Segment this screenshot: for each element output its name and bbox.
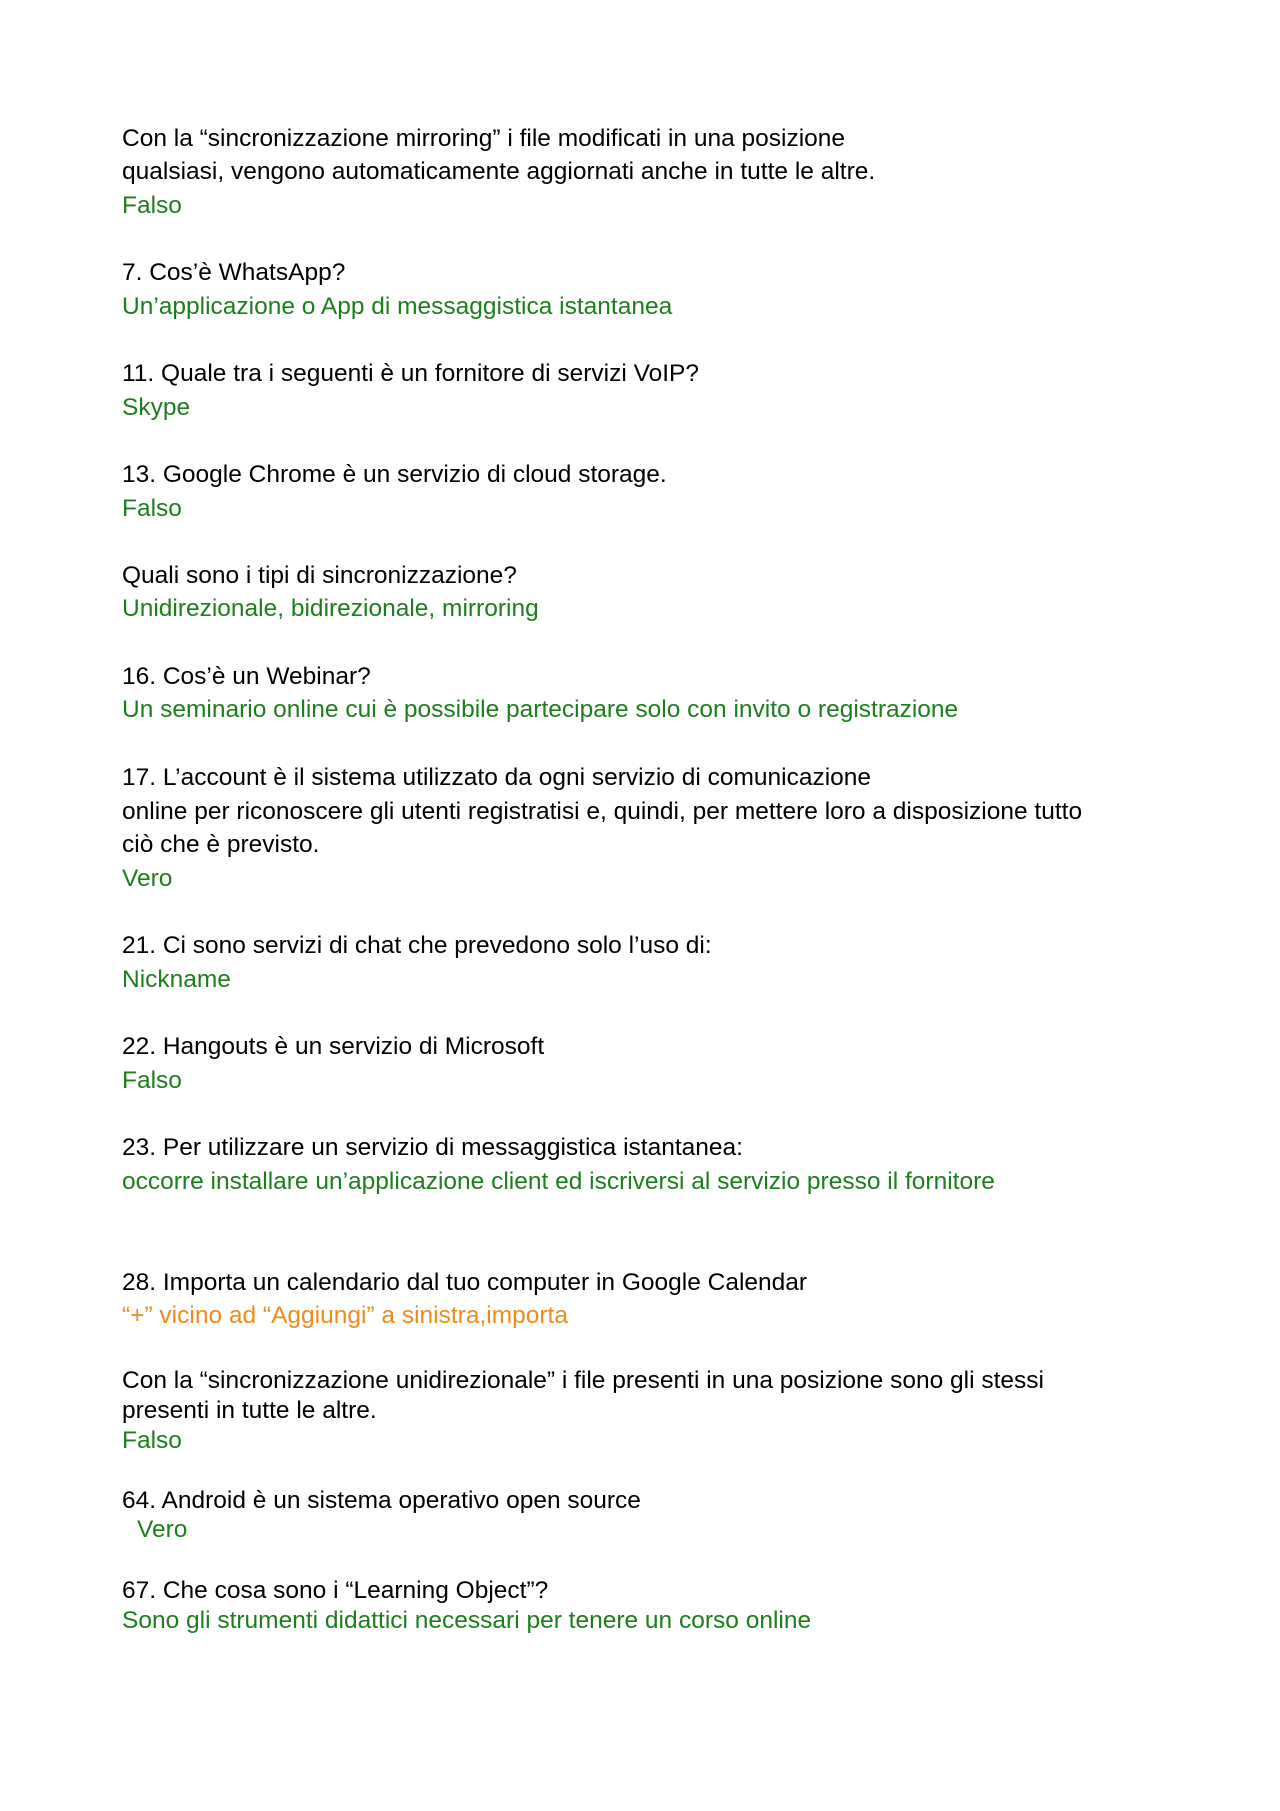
question-text: 28. Importa un calendario dal tuo computer in Google Calendar <box>122 1269 808 1296</box>
answer-text: Vero <box>137 1516 188 1543</box>
answer-text: Falso <box>122 1067 182 1094</box>
question-text: 23. Per utilizzare un servizio di messaggistica istantanea: <box>122 1134 743 1161</box>
answer-text: Falso <box>122 495 182 522</box>
question-text: 64. Android è un sistema operativo open source <box>122 1487 641 1514</box>
answer-text: Sono gli strumenti didattici necessari per tenere un corso online <box>122 1607 812 1634</box>
question-text: presenti in tutte le altre. <box>122 1397 377 1424</box>
answer-text: “+” vicino ad “Aggiungi” a sinistra,importa <box>122 1302 568 1329</box>
question-text: 17. L’account è il sistema utilizzato da ogni servizio di comunicazione <box>122 764 872 791</box>
answer-text: Falso <box>122 1427 182 1454</box>
question-text: ciò che è previsto. <box>122 831 320 858</box>
question-text: qualsiasi, vengono automaticamente aggiornati anche in tutte le altre. <box>122 158 876 185</box>
answer-text: occorre installare un’applicazione client ed iscriversi al servizio presso il fornitore <box>122 1168 995 1195</box>
question-text: 11. Quale tra i seguenti è un fornitore di servizi VoIP? <box>122 360 699 387</box>
question-text: 7. Cos’è WhatsApp? <box>122 259 346 286</box>
question-text: Con la “sincronizzazione mirroring” i file modificati in una posizione <box>122 125 846 152</box>
question-text: Quali sono i tipi di sincronizzazione? <box>122 562 517 589</box>
document-page <box>122 0 1172 1811</box>
question-text: online per riconoscere gli utenti registratisi e, quindi, per mettere loro a disposizione tutto <box>122 798 1083 825</box>
answer-text: Unidirezionale, bidirezionale, mirroring <box>122 595 539 622</box>
answer-text: Un seminario online cui è possibile partecipare solo con invito o registrazione <box>122 696 959 723</box>
answer-text: Nickname <box>122 966 231 993</box>
question-text: 67. Che cosa sono i “Learning Object”? <box>122 1577 549 1604</box>
answer-text: Skype <box>122 394 191 421</box>
question-text: 13. Google Chrome è un servizio di cloud storage. <box>122 461 667 488</box>
question-text: 22. Hangouts è un servizio di Microsoft <box>122 1033 545 1060</box>
question-text: 16. Cos’è un Webinar? <box>122 663 371 690</box>
answer-text: Vero <box>122 865 173 892</box>
question-text: Con la “sincronizzazione unidirezionale” i file presenti in una posizione sono gli stessi <box>122 1367 1044 1394</box>
answer-text: Un’applicazione o App di messaggistica istantanea <box>122 293 673 320</box>
answer-text: Falso <box>122 192 182 219</box>
question-text: 21. Ci sono servizi di chat che prevedono solo l’uso di: <box>122 932 712 959</box>
